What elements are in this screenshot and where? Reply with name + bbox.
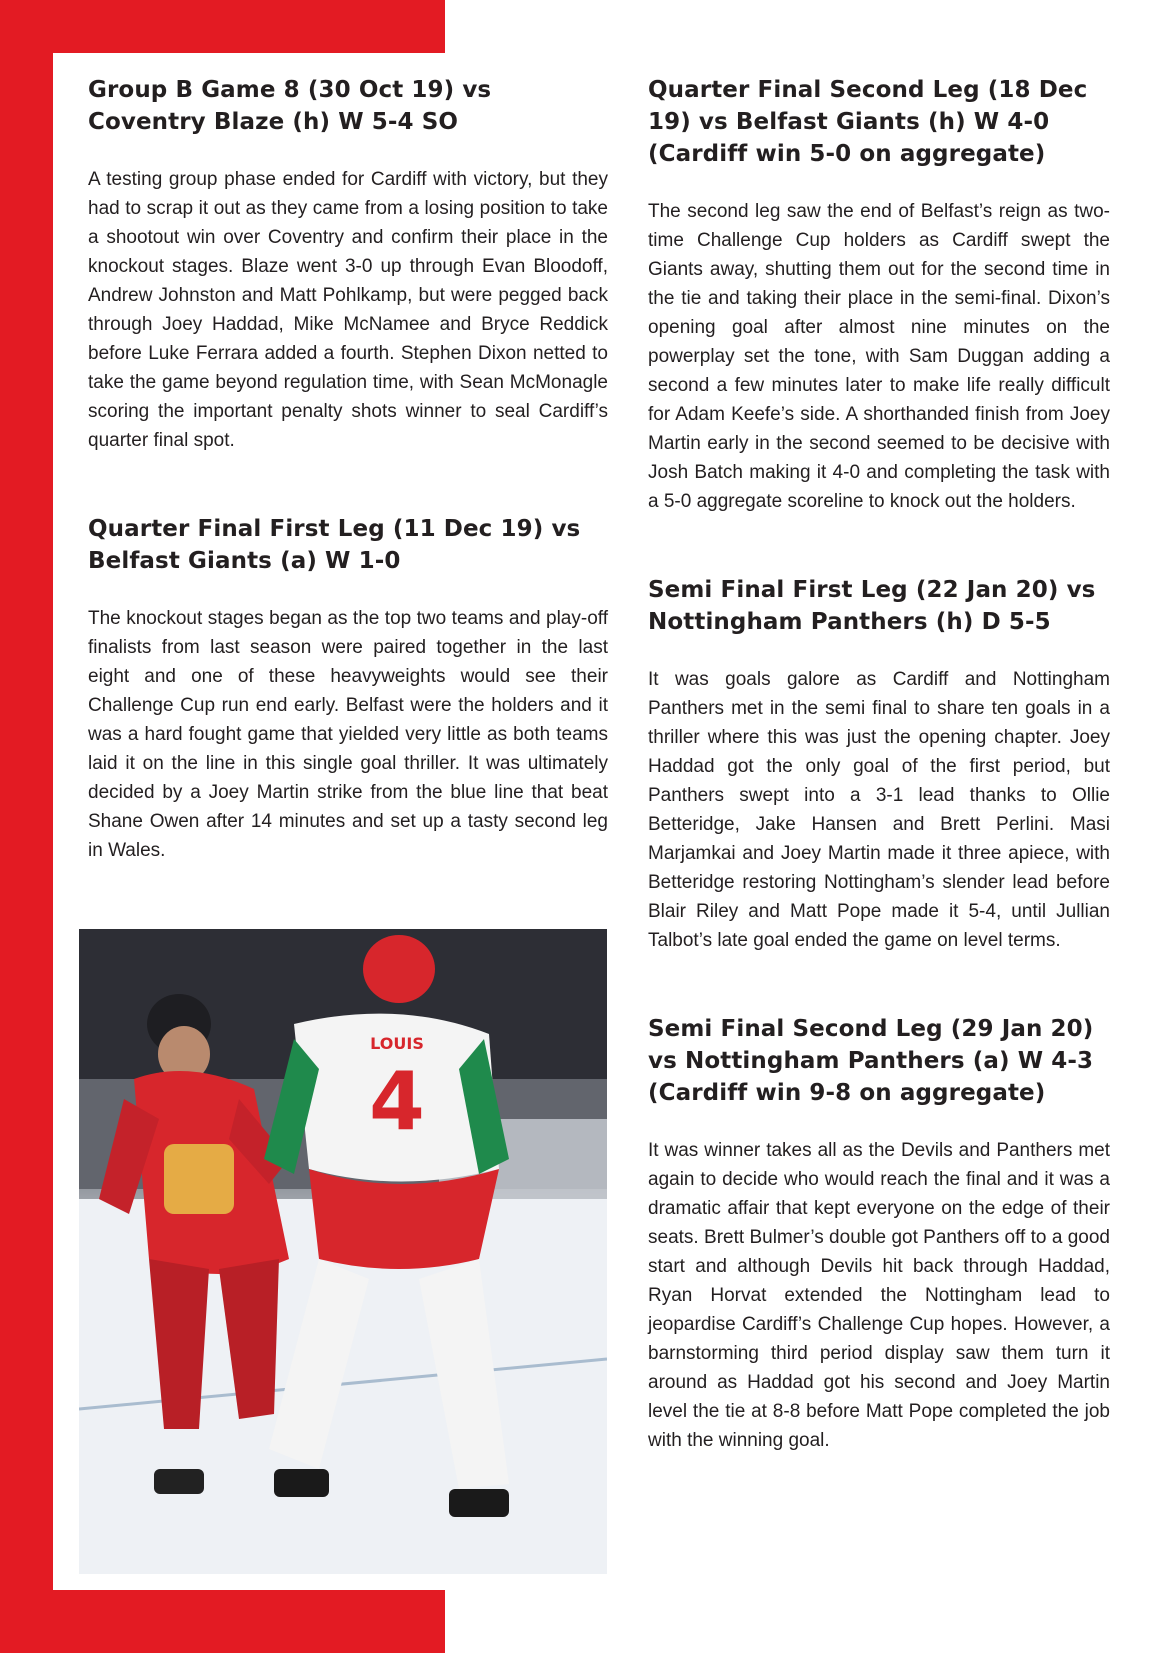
article-section	[648, 1013, 1110, 1455]
red-border-left	[0, 0, 53, 1590]
red-border-bottom	[0, 1590, 445, 1653]
section-heading: Semi Final Second Leg (29 Jan 20) vs Nottingham Panthers (a) W 4-3 (Cardiff win 9-8 on aggregate)	[648, 1016, 1094, 1106]
section-body: It was goals galore as Cardiff and Nottingham Panthers met in the semi final to share ten goals in a thriller where this was just the opening chapter. Joey Haddad got the only goal of the first period, but Panthers swept into a 3-1 lead thanks to Ollie Betteridge, Jake Hansen and Brett Perlini. Masi Marjamkai and Joey Martin made it three apiece, with Betteridge restoring Nottingham’s slender lead before Blair Riley and Matt Pope made it 5-4, until Jullian Talbot’s late goal ended the game on level terms.	[648, 669, 1110, 951]
section-heading: Quarter Final Second Leg (18 Dec 19) vs Belfast Giants (h) W 4-0 (Cardiff win 5-0 on aggregate)	[648, 77, 1088, 167]
section-heading: Semi Final First Leg (22 Jan 20) vs Nottingham Panthers (h) D 5-5	[648, 577, 1096, 635]
right-column	[648, 74, 1110, 1455]
section-heading: Quarter Final First Leg (11 Dec 19) vs Belfast Giants (a) W 1-0	[88, 516, 581, 574]
article-section	[648, 74, 1110, 516]
red-border-top	[0, 0, 445, 53]
hockey-fight-photo	[79, 929, 607, 1574]
left-column	[88, 74, 608, 865]
article-section	[88, 513, 608, 865]
section-heading: Group B Game 8 (30 Oct 19) vs Coventry Blaze (h) W 5-4 SO	[88, 77, 492, 135]
jersey-name: LOUIS	[370, 1034, 424, 1053]
section-body: The knockout stages began as the top two teams and play-off finalists from last season were paired together in the last eight and one of these heavyweights would see their Challenge Cup run end early. Belfast were the holders and it was a hard fought game that yielded very little as both teams laid it on the line in this single goal thriller. It was ultimately decided by a Joey Martin strike from the blue line that beat Shane Owen after 14 minutes and set up a tasty second leg in Wales.	[88, 608, 608, 861]
article-section	[648, 574, 1110, 955]
article-section	[88, 74, 608, 455]
section-body: A testing group phase ended for Cardiff with victory, but they had to scrap it out as they came from a losing position to take a shootout win over Coventry and confirm their place in the knockout stages. Blaze went 3-0 up through Evan Bloodoff, Andrew Johnston and Matt Pohlkamp, but were pegged back through Joey Haddad, Mike McNamee and Bryce Reddick before Luke Ferrara added a fourth. Stephen Dixon netted to take the game beyond regulation time, with Sean McMonagle scoring the important penalty shots winner to seal Cardiff’s quarter final spot.	[88, 169, 608, 451]
section-body: The second leg saw the end of Belfast’s reign as two-time Challenge Cup holders as Cardiff swept the Giants away, shutting them out for the second time in the tie and taking their place in the semi-final. Dixon’s opening goal after almost nine minutes on the powerplay set the tone, with Sam Duggan adding a second a few minutes later to make life really difficult for Adam Keefe’s side. A shorthanded finish from Joey Martin early in the second seemed to be decisive with Josh Batch making it 4-0 and completing the task with a 5-0 aggregate scoreline to knock out the holders.	[648, 201, 1110, 512]
jersey-number: 4	[369, 1055, 425, 1148]
section-body: It was winner takes all as the Devils and Panthers met again to decide who would reach the final and it was a dramatic affair that kept everyone on the edge of their seats. Brett Bulmer’s double got Panthers off to a good start and although Devils hit back through Haddad, Ryan Horvat extended the Nottingham lead to jeopardise Cardiff’s Challenge Cup hopes. However, a barnstorming third period display saw them turn it around as Haddad got his second and Joey Martin level the tie at 8-8 before Matt Pope completed the job with the winning goal.	[648, 1140, 1110, 1451]
hockey-photo-illustration	[79, 929, 607, 1574]
